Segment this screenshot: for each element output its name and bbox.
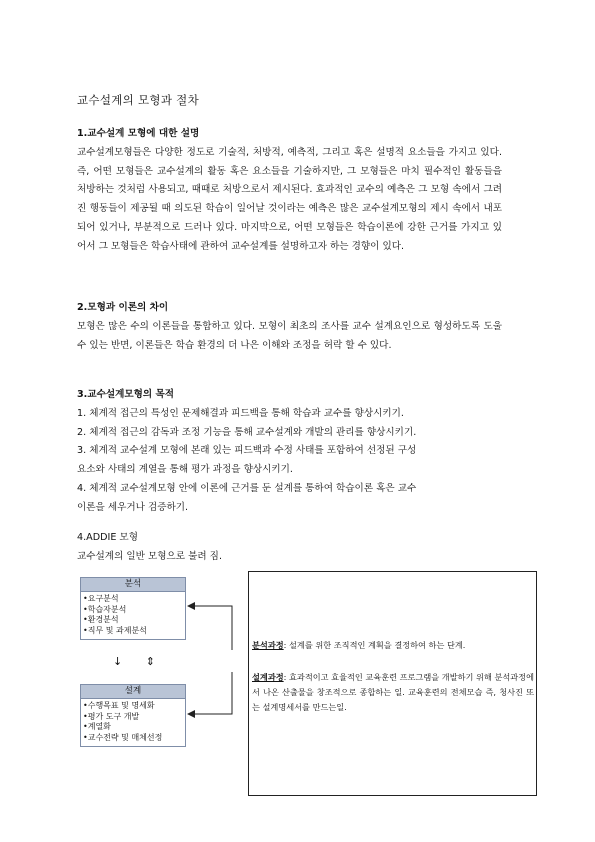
- page-title: 교수설계의 모형과 절차: [77, 93, 199, 107]
- design-item: •계열화: [83, 722, 111, 731]
- section-model-description: [77, 125, 502, 257]
- analysis-description: [252, 638, 534, 653]
- description-term: 분석과정: [252, 640, 284, 650]
- design-box: [80, 684, 186, 747]
- flow-arrows: ↓ ⇕: [113, 655, 165, 668]
- section-body: 모형은 많은 수의 이론들을 통합하고 있다. 모형이 최초의 조사를 교수 설계요인으로 형성하도록 도울 수 있는 반면, 이론들은 학습 환경의 더 나은 이해와 조정을 허락 할 수 있다.: [77, 320, 502, 351]
- design-header: 설계: [81, 685, 185, 699]
- section-heading: 1.교수설계 모형에 대한 설명: [77, 128, 200, 139]
- design-item: •평가 도구 개발: [83, 711, 140, 721]
- section-heading: 3.교수설계모형의 목적: [77, 389, 175, 400]
- purpose-line: 4. 체계적 교수설계모형 안에 이론에 근거를 둔 설계를 통하여 학습이론 혹은 교수: [77, 482, 417, 494]
- design-item: •수행목표 및 명세화: [83, 701, 155, 710]
- section-design-purpose: [77, 386, 502, 518]
- section-body: 교수설계의 일반 모형으로 불려 짐.: [77, 550, 222, 562]
- purpose-line: 2. 체계적 접근의 감독과 조정 기능을 통해 교수설계와 개발의 관리를 향상시키기.: [77, 426, 417, 438]
- section-addie: [77, 529, 502, 567]
- purpose-line: 요소와 사태의 계열을 통해 평가 과정을 향상시키기.: [77, 464, 293, 476]
- description-text: : 설계를 위한 조직적인 계획을 결정하여 하는 단계.: [283, 640, 466, 650]
- design-item: •교수전략 및 매체선정: [83, 732, 163, 742]
- design-description: [252, 670, 534, 715]
- analysis-item: •직무 및 과제분석: [83, 625, 147, 635]
- analysis-item: •요구분석: [83, 594, 119, 603]
- section-body: 교수설계모형들은 다양한 정도로 기술적, 처방적, 예측적, 그리고 혹은 설명적 요소들을 가지고 있다. 즉, 어떤 모형들은 교수설계의 활동 혹은 요소들을 기술하지만, 그 모형들은 마치 필수적인 활동들을 처방하는 것처럼 사용되고, 때때로 처방으로서 제시된다. 효과적인 교수의 예측은 그 모형 속에서 그려진 행동들이 제공될 때 의도된 학습이 일어날 것이라는 예측은 많은 교수설계모형의 제시 속에서 내포되어 있거나, 부분적으로 드러나 있다. 마지막으로, 어떤 모형들은 학습이론에 강한 근거를 가지고 있어서 그 모형들은 학습사태에 관하여 교수설계를 설명하고자 하는 경향이 있다.: [77, 146, 502, 252]
- purpose-line: 1. 체계적 접근의 특성인 문제해결과 피드백을 통해 학습과 교수를 향상시키기.: [77, 407, 404, 419]
- section-heading: 2.모형과 이론의 차이: [77, 302, 169, 313]
- section-model-theory-difference: [77, 299, 502, 355]
- description-term: 설계과정: [252, 672, 284, 682]
- analysis-connector: [188, 606, 232, 650]
- description-text: : 효과적이고 효율적인 교육훈련 프로그램을 개발하기 위해 분석과정에서 나온 산출물을 창조적으로 종합하는 일. 교육훈련의 전체모습 즉, 청사진 또는 설계명세서를 만드는일.: [252, 672, 534, 712]
- purpose-list: [77, 405, 502, 518]
- purpose-line: 3. 체계적 교수설계 모형에 본래 있는 피드백과 수정 사태를 포함하여 선정된 구성: [77, 445, 417, 457]
- analysis-header: 분석: [81, 578, 185, 592]
- section-heading: 4.ADDIE 모형: [77, 532, 138, 543]
- analysis-box: [80, 577, 186, 640]
- analysis-item: •학습자분석: [83, 604, 127, 614]
- purpose-line: 이론을 세우거나 검증하기.: [77, 501, 189, 513]
- analysis-item: •환경분석: [83, 615, 119, 624]
- design-connector: [188, 672, 232, 714]
